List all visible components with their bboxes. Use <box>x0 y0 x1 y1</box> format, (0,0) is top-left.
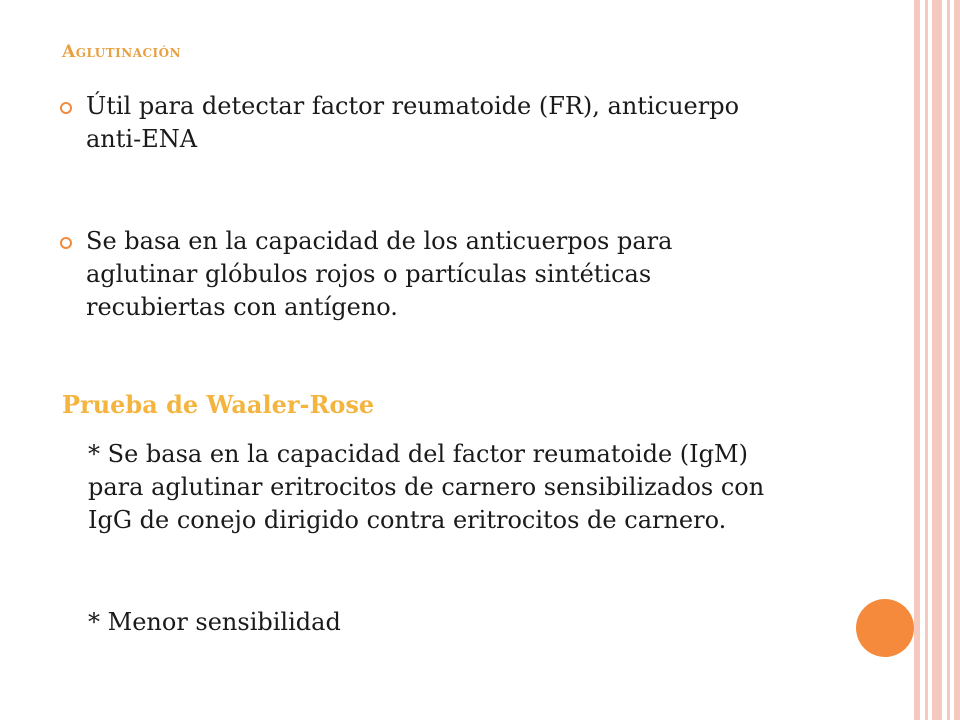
bullet-item <box>60 225 672 324</box>
paragraph-line: * Se basa en la capacidad del factor reumatoide (IgM) <box>88 440 748 468</box>
slide-title: Aglutinación <box>62 42 182 62</box>
decorative-circle-icon <box>856 599 914 657</box>
bullet-line: recubiertas con antígeno. <box>86 293 398 321</box>
bullet-line: anti-ENA <box>86 125 198 153</box>
paragraph <box>88 438 764 537</box>
bullet-ring-icon <box>60 102 72 114</box>
bullet-line: Útil para detectar factor reumatoide (FR), anticuerpo <box>86 92 740 120</box>
bullet-line: Se basa en la capacidad de los anticuerpos para <box>86 227 673 255</box>
bullet-line: aglutinar glóbulos rojos o partículas sintéticas <box>86 260 652 288</box>
bullet-item <box>60 90 739 156</box>
note-text: * Menor sensibilidad <box>88 608 341 636</box>
paragraph-line: para aglutinar eritrocitos de carnero sensibilizados con <box>88 473 765 501</box>
bullet-text <box>86 90 739 156</box>
bullet-text <box>86 225 672 324</box>
paragraph-line: IgG de conejo dirigido contra eritrocitos de carnero. <box>88 506 727 534</box>
bullet-ring-icon <box>60 237 72 249</box>
subheading: Prueba de Waaler-Rose <box>62 390 375 419</box>
decorative-stripes <box>912 0 960 720</box>
